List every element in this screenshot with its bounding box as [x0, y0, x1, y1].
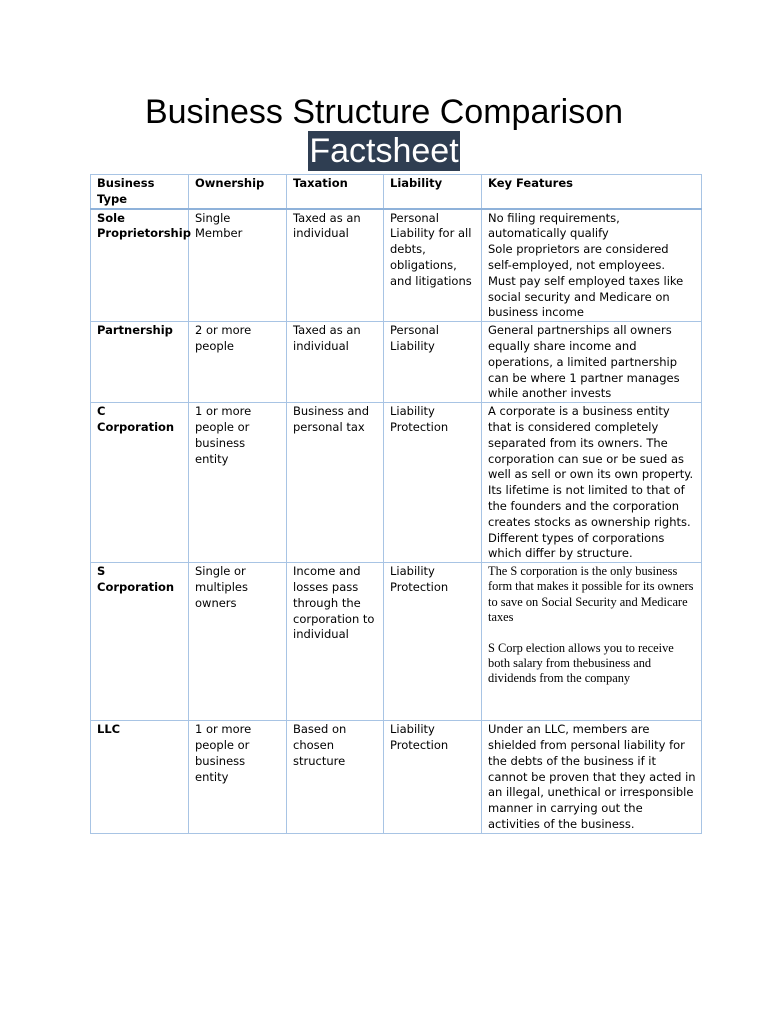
- features-paragraph: The S corporation is the only business form that makes it possible for its owners to save on Social Security and Medicare taxes: [488, 564, 694, 624]
- features-paragraph: Sole proprietors are considered self-employed, not employees. Must pay self employed taxes like social security and Medicare on business income: [488, 242, 684, 320]
- cell-key-features: [482, 209, 702, 322]
- table-row: [91, 322, 702, 403]
- table-row: [91, 563, 702, 721]
- cell-taxation: Income and losses pass through the corporation to individual: [287, 563, 384, 721]
- cell-key-features: [482, 322, 702, 403]
- table-row: [91, 721, 702, 834]
- cell-ownership: Single or multiples owners: [189, 563, 287, 721]
- page-title: Business Structure Comparison: [144, 93, 624, 131]
- table-row: [91, 209, 702, 322]
- features-paragraph: General partnerships all owners equally share income and operations, a limited partnership can be where 1 partner manages while another invests: [488, 323, 680, 401]
- cell-ownership: 1 or more people or business entity: [189, 721, 287, 834]
- cell-taxation: Taxed as an individual: [287, 322, 384, 403]
- cell-key-features: [482, 403, 702, 563]
- cell-ownership: 1 or more people or business entity: [189, 403, 287, 563]
- header-liability: Liability: [384, 175, 482, 209]
- cell-liability: Liability Protection: [384, 403, 482, 563]
- cell-business-type: C Corporation: [91, 403, 189, 563]
- features-paragraph: Under an LLC, members are shielded from personal liability for the debts of the business if it cannot be proven that they acted in an illegal, unethical or irresponsible manner in carrying out the activities of the business.: [488, 722, 696, 831]
- features-paragraph: No filing requirements, automatically qualify: [488, 210, 620, 241]
- cell-taxation: Taxed as an individual: [287, 209, 384, 322]
- cell-taxation: Business and personal tax: [287, 403, 384, 563]
- cell-liability: Personal Liability for all debts, obligations, and litigations: [384, 209, 482, 322]
- features-paragraph: S Corp election allows you to receive both salary from thebusiness and dividends from the company: [488, 640, 674, 686]
- header-key-features: Key Features: [482, 175, 702, 209]
- cell-liability: Liability Protection: [384, 563, 482, 721]
- cell-key-features: [482, 563, 702, 721]
- page-subtitle-line: [0, 131, 768, 171]
- header-taxation: Taxation: [287, 175, 384, 209]
- cell-liability: Personal Liability: [384, 322, 482, 403]
- cell-liability: Liability Protection: [384, 721, 482, 834]
- paragraph-spacer: [488, 625, 696, 641]
- cell-business-type: LLC: [91, 721, 189, 834]
- cell-business-type: Sole Proprietorship: [91, 209, 189, 322]
- cell-ownership: 2 or more people: [189, 322, 287, 403]
- table-row: [91, 403, 702, 563]
- header-business-type: Business Type: [91, 175, 189, 209]
- table-header-row: [91, 175, 702, 209]
- cell-business-type: Partnership: [91, 322, 189, 403]
- comparison-table: [90, 174, 702, 834]
- features-paragraph: A corporate is a business entity that is considered completely separated from its owners. The corporation can sue or be sued as well as sell or own its own property. Its lifetime is not limited to that of the founders and the corporation creates stocks as ownership rights. Different types of corporations which differ by structure.: [488, 404, 694, 561]
- cell-taxation: Based on chosen structure: [287, 721, 384, 834]
- page-subtitle-highlighted[interactable]: Factsheet: [309, 132, 459, 170]
- cell-key-features: [482, 721, 702, 834]
- cell-ownership: Single Member: [189, 209, 287, 322]
- cell-business-type: S Corporation: [91, 563, 189, 721]
- header-ownership: Ownership: [189, 175, 287, 209]
